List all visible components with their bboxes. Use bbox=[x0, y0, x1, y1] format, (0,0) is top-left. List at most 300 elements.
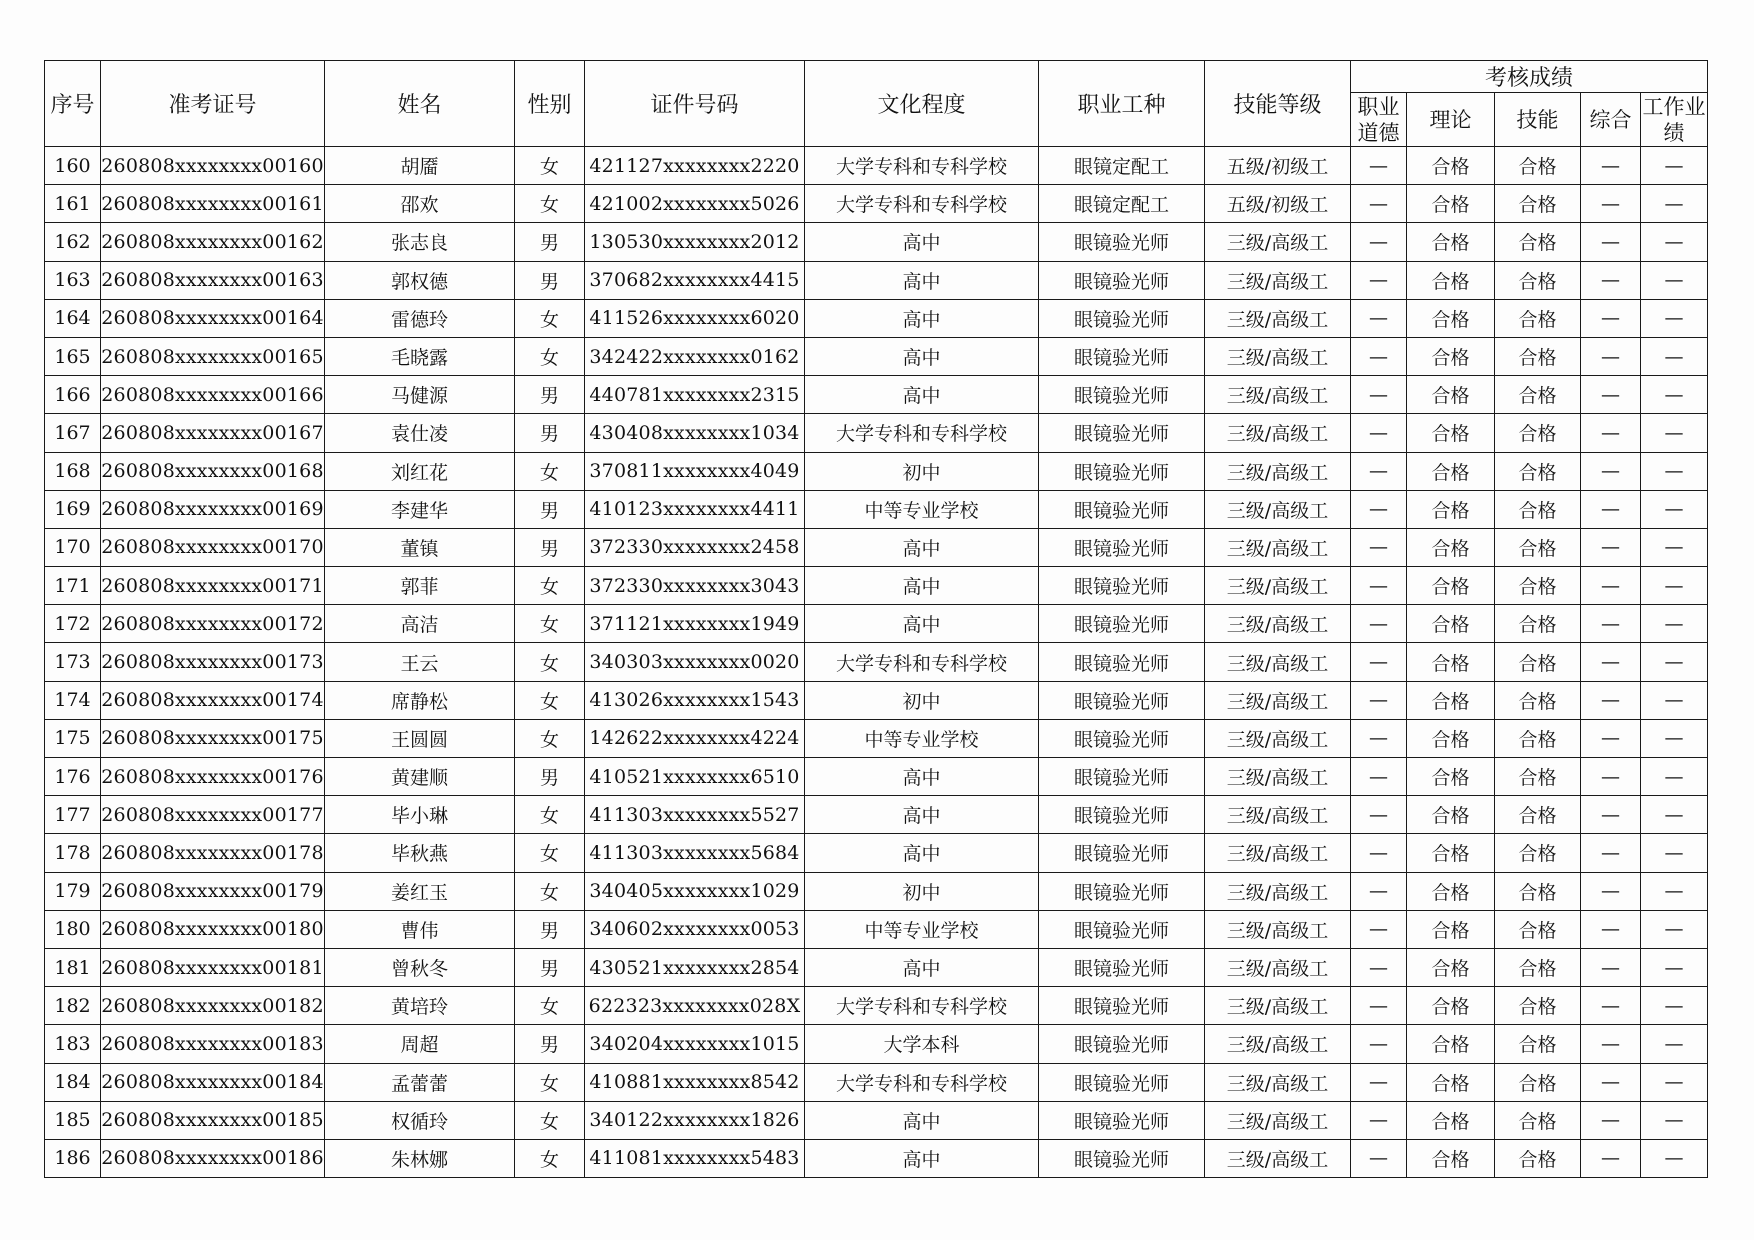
cell-comprehensive: — bbox=[1581, 605, 1641, 643]
cell-comprehensive: — bbox=[1581, 872, 1641, 910]
cell-occupation: 眼镜验光师 bbox=[1039, 1101, 1205, 1139]
cell-performance: — bbox=[1641, 796, 1708, 834]
table-row bbox=[45, 987, 1708, 1025]
cell-theory: 合格 bbox=[1407, 528, 1495, 566]
cell-occupation: 眼镜验光师 bbox=[1039, 796, 1205, 834]
cell-comprehensive: — bbox=[1581, 796, 1641, 834]
cell-id-number: 370811xxxxxxxx4049 bbox=[585, 452, 805, 490]
cell-comprehensive: — bbox=[1581, 185, 1641, 223]
cell-ethics: — bbox=[1351, 1063, 1407, 1101]
cell-name: 毕小琳 bbox=[325, 796, 515, 834]
red-seal-fragment bbox=[1732, 420, 1754, 650]
cell-comprehensive: — bbox=[1581, 1139, 1641, 1177]
cell-skill: 合格 bbox=[1495, 1139, 1581, 1177]
cell-theory: 合格 bbox=[1407, 337, 1495, 375]
cell-skill-level: 三级/高级工 bbox=[1205, 337, 1351, 375]
table-row bbox=[45, 452, 1708, 490]
cell-education: 大学专科和专科学校 bbox=[805, 643, 1039, 681]
cell-education: 高中 bbox=[805, 261, 1039, 299]
cell-theory: 合格 bbox=[1407, 719, 1495, 757]
cell-comprehensive: — bbox=[1581, 1025, 1641, 1063]
cell-ticket: 260808xxxxxxxx00168 bbox=[101, 452, 325, 490]
cell-performance: — bbox=[1641, 490, 1708, 528]
cell-name: 黄建顺 bbox=[325, 758, 515, 796]
cell-skill-level: 三级/高级工 bbox=[1205, 261, 1351, 299]
col-header-gender: 性别 bbox=[515, 61, 585, 147]
cell-occupation: 眼镜验光师 bbox=[1039, 910, 1205, 948]
cell-ticket: 260808xxxxxxxx00180 bbox=[101, 910, 325, 948]
col-header-name: 姓名 bbox=[325, 61, 515, 147]
cell-seq: 161 bbox=[45, 185, 101, 223]
cell-occupation: 眼镜验光师 bbox=[1039, 605, 1205, 643]
cell-gender: 女 bbox=[515, 834, 585, 872]
cell-occupation: 眼镜验光师 bbox=[1039, 567, 1205, 605]
cell-gender: 女 bbox=[515, 1063, 585, 1101]
cell-education: 大学专科和专科学校 bbox=[805, 414, 1039, 452]
cell-name: 毛晓露 bbox=[325, 337, 515, 375]
cell-ticket: 260808xxxxxxxx00178 bbox=[101, 834, 325, 872]
cell-occupation: 眼镜验光师 bbox=[1039, 643, 1205, 681]
cell-education: 高中 bbox=[805, 1101, 1039, 1139]
cell-occupation: 眼镜定配工 bbox=[1039, 147, 1205, 185]
cell-education: 高中 bbox=[805, 376, 1039, 414]
cell-skill: 合格 bbox=[1495, 337, 1581, 375]
cell-education: 高中 bbox=[805, 758, 1039, 796]
cell-seq: 177 bbox=[45, 796, 101, 834]
cell-education: 高中 bbox=[805, 223, 1039, 261]
cell-ticket: 260808xxxxxxxx00162 bbox=[101, 223, 325, 261]
cell-ethics: — bbox=[1351, 796, 1407, 834]
cell-comprehensive: — bbox=[1581, 719, 1641, 757]
cell-gender: 女 bbox=[515, 147, 585, 185]
cell-comprehensive: — bbox=[1581, 490, 1641, 528]
cell-seq: 186 bbox=[45, 1139, 101, 1177]
cell-name: 胡靥 bbox=[325, 147, 515, 185]
cell-comprehensive: — bbox=[1581, 681, 1641, 719]
cell-skill-level: 三级/高级工 bbox=[1205, 1139, 1351, 1177]
cell-name: 姜红玉 bbox=[325, 872, 515, 910]
cell-seq: 182 bbox=[45, 987, 101, 1025]
cell-ethics: — bbox=[1351, 414, 1407, 452]
cell-comprehensive: — bbox=[1581, 452, 1641, 490]
cell-theory: 合格 bbox=[1407, 948, 1495, 986]
table-row bbox=[45, 528, 1708, 566]
cell-performance: — bbox=[1641, 719, 1708, 757]
cell-ticket: 260808xxxxxxxx00175 bbox=[101, 719, 325, 757]
cell-education: 高中 bbox=[805, 948, 1039, 986]
cell-skill-level: 三级/高级工 bbox=[1205, 834, 1351, 872]
cell-skill: 合格 bbox=[1495, 376, 1581, 414]
cell-id-number: 411081xxxxxxxx5483 bbox=[585, 1139, 805, 1177]
cell-seq: 168 bbox=[45, 452, 101, 490]
cell-education: 初中 bbox=[805, 452, 1039, 490]
cell-performance: — bbox=[1641, 185, 1708, 223]
cell-education: 中等专业学校 bbox=[805, 719, 1039, 757]
cell-skill: 合格 bbox=[1495, 185, 1581, 223]
cell-performance: — bbox=[1641, 337, 1708, 375]
cell-occupation: 眼镜验光师 bbox=[1039, 528, 1205, 566]
cell-theory: 合格 bbox=[1407, 261, 1495, 299]
cell-theory: 合格 bbox=[1407, 185, 1495, 223]
cell-skill: 合格 bbox=[1495, 528, 1581, 566]
cell-ticket: 260808xxxxxxxx00183 bbox=[101, 1025, 325, 1063]
table-row bbox=[45, 185, 1708, 223]
cell-name: 毕秋燕 bbox=[325, 834, 515, 872]
cell-seq: 164 bbox=[45, 299, 101, 337]
cell-seq: 173 bbox=[45, 643, 101, 681]
cell-id-number: 371121xxxxxxxx1949 bbox=[585, 605, 805, 643]
cell-skill: 合格 bbox=[1495, 147, 1581, 185]
cell-ethics: — bbox=[1351, 758, 1407, 796]
cell-gender: 女 bbox=[515, 337, 585, 375]
cell-skill-level: 三级/高级工 bbox=[1205, 910, 1351, 948]
cell-seq: 184 bbox=[45, 1063, 101, 1101]
cell-ethics: — bbox=[1351, 1101, 1407, 1139]
cell-name: 袁仕凌 bbox=[325, 414, 515, 452]
cell-seq: 172 bbox=[45, 605, 101, 643]
cell-comprehensive: — bbox=[1581, 987, 1641, 1025]
table-row bbox=[45, 872, 1708, 910]
col-header-skill-level: 技能等级 bbox=[1205, 61, 1351, 147]
cell-education: 高中 bbox=[805, 605, 1039, 643]
cell-seq: 169 bbox=[45, 490, 101, 528]
cell-performance: — bbox=[1641, 452, 1708, 490]
cell-id-number: 411526xxxxxxxx6020 bbox=[585, 299, 805, 337]
cell-id-number: 340602xxxxxxxx0053 bbox=[585, 910, 805, 948]
cell-performance: — bbox=[1641, 872, 1708, 910]
cell-skill: 合格 bbox=[1495, 299, 1581, 337]
cell-ethics: — bbox=[1351, 643, 1407, 681]
cell-comprehensive: — bbox=[1581, 223, 1641, 261]
cell-skill-level: 三级/高级工 bbox=[1205, 376, 1351, 414]
cell-ethics: — bbox=[1351, 567, 1407, 605]
col-header-occupation: 职业工种 bbox=[1039, 61, 1205, 147]
cell-occupation: 眼镜验光师 bbox=[1039, 376, 1205, 414]
cell-name: 席静松 bbox=[325, 681, 515, 719]
cell-education: 大学专科和专科学校 bbox=[805, 987, 1039, 1025]
cell-seq: 163 bbox=[45, 261, 101, 299]
cell-ticket: 260808xxxxxxxx00174 bbox=[101, 681, 325, 719]
cell-gender: 男 bbox=[515, 758, 585, 796]
cell-gender: 男 bbox=[515, 910, 585, 948]
cell-id-number: 622323xxxxxxxx028X bbox=[585, 987, 805, 1025]
cell-skill: 合格 bbox=[1495, 758, 1581, 796]
cell-ethics: — bbox=[1351, 147, 1407, 185]
cell-id-number: 410123xxxxxxxx4411 bbox=[585, 490, 805, 528]
cell-skill-level: 三级/高级工 bbox=[1205, 1101, 1351, 1139]
table-row bbox=[45, 261, 1708, 299]
cell-name: 高洁 bbox=[325, 605, 515, 643]
cell-skill-level: 三级/高级工 bbox=[1205, 414, 1351, 452]
cell-seq: 174 bbox=[45, 681, 101, 719]
cell-id-number: 340122xxxxxxxx1826 bbox=[585, 1101, 805, 1139]
cell-gender: 女 bbox=[515, 185, 585, 223]
cell-id-number: 340303xxxxxxxx0020 bbox=[585, 643, 805, 681]
cell-comprehensive: — bbox=[1581, 834, 1641, 872]
cell-ticket: 260808xxxxxxxx00160 bbox=[101, 147, 325, 185]
table-row bbox=[45, 1063, 1708, 1101]
cell-gender: 男 bbox=[515, 414, 585, 452]
cell-skill-level: 三级/高级工 bbox=[1205, 605, 1351, 643]
cell-education: 初中 bbox=[805, 681, 1039, 719]
col-header-ethics: 职业道德 bbox=[1351, 93, 1407, 147]
cell-occupation: 眼镜验光师 bbox=[1039, 1063, 1205, 1101]
cell-ticket: 260808xxxxxxxx00161 bbox=[101, 185, 325, 223]
cell-occupation: 眼镜验光师 bbox=[1039, 223, 1205, 261]
cell-education: 高中 bbox=[805, 1139, 1039, 1177]
cell-ticket: 260808xxxxxxxx00169 bbox=[101, 490, 325, 528]
cell-theory: 合格 bbox=[1407, 796, 1495, 834]
cell-skill: 合格 bbox=[1495, 643, 1581, 681]
cell-ticket: 260808xxxxxxxx00185 bbox=[101, 1101, 325, 1139]
cell-comprehensive: — bbox=[1581, 910, 1641, 948]
col-header-skill: 技能 bbox=[1495, 93, 1581, 147]
cell-id-number: 372330xxxxxxxx2458 bbox=[585, 528, 805, 566]
cell-id-number: 411303xxxxxxxx5527 bbox=[585, 796, 805, 834]
cell-theory: 合格 bbox=[1407, 299, 1495, 337]
cell-seq: 166 bbox=[45, 376, 101, 414]
cell-skill: 合格 bbox=[1495, 414, 1581, 452]
cell-performance: — bbox=[1641, 605, 1708, 643]
cell-comprehensive: — bbox=[1581, 261, 1641, 299]
cell-ticket: 260808xxxxxxxx00167 bbox=[101, 414, 325, 452]
cell-gender: 女 bbox=[515, 1101, 585, 1139]
cell-ticket: 260808xxxxxxxx00181 bbox=[101, 948, 325, 986]
cell-skill-level: 三级/高级工 bbox=[1205, 643, 1351, 681]
cell-gender: 男 bbox=[515, 1025, 585, 1063]
cell-seq: 167 bbox=[45, 414, 101, 452]
cell-performance: — bbox=[1641, 1025, 1708, 1063]
cell-name: 董镇 bbox=[325, 528, 515, 566]
cell-theory: 合格 bbox=[1407, 834, 1495, 872]
exam-results-table bbox=[44, 60, 1708, 1178]
col-header-seq: 序号 bbox=[45, 61, 101, 147]
cell-ethics: — bbox=[1351, 987, 1407, 1025]
cell-gender: 男 bbox=[515, 490, 585, 528]
cell-education: 高中 bbox=[805, 299, 1039, 337]
cell-performance: — bbox=[1641, 567, 1708, 605]
cell-performance: — bbox=[1641, 299, 1708, 337]
cell-name: 朱林娜 bbox=[325, 1139, 515, 1177]
cell-name: 郭菲 bbox=[325, 567, 515, 605]
cell-occupation: 眼镜验光师 bbox=[1039, 719, 1205, 757]
cell-performance: — bbox=[1641, 376, 1708, 414]
cell-gender: 男 bbox=[515, 528, 585, 566]
cell-comprehensive: — bbox=[1581, 376, 1641, 414]
table-row bbox=[45, 490, 1708, 528]
cell-comprehensive: — bbox=[1581, 337, 1641, 375]
cell-theory: 合格 bbox=[1407, 490, 1495, 528]
cell-gender: 女 bbox=[515, 299, 585, 337]
cell-skill: 合格 bbox=[1495, 1063, 1581, 1101]
cell-name: 马健源 bbox=[325, 376, 515, 414]
cell-ticket: 260808xxxxxxxx00184 bbox=[101, 1063, 325, 1101]
cell-comprehensive: — bbox=[1581, 414, 1641, 452]
cell-skill: 合格 bbox=[1495, 796, 1581, 834]
cell-theory: 合格 bbox=[1407, 1025, 1495, 1063]
cell-seq: 165 bbox=[45, 337, 101, 375]
cell-theory: 合格 bbox=[1407, 1063, 1495, 1101]
cell-occupation: 眼镜验光师 bbox=[1039, 299, 1205, 337]
cell-education: 高中 bbox=[805, 834, 1039, 872]
table-row bbox=[45, 223, 1708, 261]
cell-skill-level: 三级/高级工 bbox=[1205, 719, 1351, 757]
cell-comprehensive: — bbox=[1581, 299, 1641, 337]
cell-occupation: 眼镜验光师 bbox=[1039, 681, 1205, 719]
cell-occupation: 眼镜验光师 bbox=[1039, 490, 1205, 528]
cell-seq: 185 bbox=[45, 1101, 101, 1139]
cell-name: 曾秋冬 bbox=[325, 948, 515, 986]
cell-skill-level: 三级/高级工 bbox=[1205, 223, 1351, 261]
table-row bbox=[45, 1101, 1708, 1139]
cell-id-number: 372330xxxxxxxx3043 bbox=[585, 567, 805, 605]
cell-seq: 171 bbox=[45, 567, 101, 605]
cell-performance: — bbox=[1641, 1063, 1708, 1101]
cell-gender: 女 bbox=[515, 605, 585, 643]
cell-theory: 合格 bbox=[1407, 987, 1495, 1025]
cell-theory: 合格 bbox=[1407, 605, 1495, 643]
cell-performance: — bbox=[1641, 261, 1708, 299]
cell-education: 大学专科和专科学校 bbox=[805, 185, 1039, 223]
cell-skill: 合格 bbox=[1495, 910, 1581, 948]
table-row bbox=[45, 299, 1708, 337]
cell-performance: — bbox=[1641, 910, 1708, 948]
cell-performance: — bbox=[1641, 758, 1708, 796]
cell-seq: 176 bbox=[45, 758, 101, 796]
cell-ticket: 260808xxxxxxxx00164 bbox=[101, 299, 325, 337]
cell-ticket: 260808xxxxxxxx00186 bbox=[101, 1139, 325, 1177]
table-row bbox=[45, 376, 1708, 414]
cell-theory: 合格 bbox=[1407, 414, 1495, 452]
col-header-theory: 理论 bbox=[1407, 93, 1495, 147]
cell-education: 高中 bbox=[805, 528, 1039, 566]
cell-occupation: 眼镜定配工 bbox=[1039, 185, 1205, 223]
cell-name: 黄培玲 bbox=[325, 987, 515, 1025]
cell-ethics: — bbox=[1351, 223, 1407, 261]
cell-occupation: 眼镜验光师 bbox=[1039, 452, 1205, 490]
cell-occupation: 眼镜验光师 bbox=[1039, 987, 1205, 1025]
cell-seq: 162 bbox=[45, 223, 101, 261]
cell-skill: 合格 bbox=[1495, 452, 1581, 490]
cell-performance: — bbox=[1641, 643, 1708, 681]
cell-id-number: 413026xxxxxxxx1543 bbox=[585, 681, 805, 719]
cell-gender: 女 bbox=[515, 1139, 585, 1177]
cell-skill: 合格 bbox=[1495, 567, 1581, 605]
cell-ticket: 260808xxxxxxxx00177 bbox=[101, 796, 325, 834]
cell-theory: 合格 bbox=[1407, 1139, 1495, 1177]
cell-id-number: 440781xxxxxxxx2315 bbox=[585, 376, 805, 414]
cell-theory: 合格 bbox=[1407, 910, 1495, 948]
cell-skill: 合格 bbox=[1495, 261, 1581, 299]
cell-gender: 女 bbox=[515, 987, 585, 1025]
cell-occupation: 眼镜验光师 bbox=[1039, 872, 1205, 910]
cell-ethics: — bbox=[1351, 910, 1407, 948]
col-header-performance: 工作业绩 bbox=[1641, 93, 1708, 147]
cell-ethics: — bbox=[1351, 261, 1407, 299]
cell-gender: 女 bbox=[515, 567, 585, 605]
cell-education: 大学本科 bbox=[805, 1025, 1039, 1063]
cell-performance: — bbox=[1641, 834, 1708, 872]
table-row bbox=[45, 948, 1708, 986]
cell-theory: 合格 bbox=[1407, 758, 1495, 796]
cell-performance: — bbox=[1641, 1101, 1708, 1139]
cell-performance: — bbox=[1641, 528, 1708, 566]
cell-skill-level: 三级/高级工 bbox=[1205, 299, 1351, 337]
cell-name: 王云 bbox=[325, 643, 515, 681]
cell-gender: 男 bbox=[515, 376, 585, 414]
cell-gender: 男 bbox=[515, 948, 585, 986]
cell-ethics: — bbox=[1351, 1025, 1407, 1063]
cell-skill-level: 五级/初级工 bbox=[1205, 147, 1351, 185]
cell-skill-level: 三级/高级工 bbox=[1205, 567, 1351, 605]
cell-name: 权循玲 bbox=[325, 1101, 515, 1139]
cell-performance: — bbox=[1641, 414, 1708, 452]
cell-id-number: 340204xxxxxxxx1015 bbox=[585, 1025, 805, 1063]
cell-id-number: 342422xxxxxxxx0162 bbox=[585, 337, 805, 375]
cell-id-number: 411303xxxxxxxx5684 bbox=[585, 834, 805, 872]
col-header-assessment: 考核成绩 bbox=[1351, 61, 1708, 93]
cell-ethics: — bbox=[1351, 681, 1407, 719]
cell-skill: 合格 bbox=[1495, 605, 1581, 643]
cell-name: 王圆圆 bbox=[325, 719, 515, 757]
table-row bbox=[45, 796, 1708, 834]
cell-education: 初中 bbox=[805, 872, 1039, 910]
col-header-ticket: 准考证号 bbox=[101, 61, 325, 147]
cell-skill-level: 三级/高级工 bbox=[1205, 452, 1351, 490]
cell-gender: 男 bbox=[515, 261, 585, 299]
cell-ethics: — bbox=[1351, 452, 1407, 490]
cell-skill: 合格 bbox=[1495, 872, 1581, 910]
cell-id-number: 421002xxxxxxxx5026 bbox=[585, 185, 805, 223]
cell-comprehensive: — bbox=[1581, 758, 1641, 796]
cell-gender: 女 bbox=[515, 643, 585, 681]
cell-performance: — bbox=[1641, 987, 1708, 1025]
cell-comprehensive: — bbox=[1581, 147, 1641, 185]
cell-seq: 178 bbox=[45, 834, 101, 872]
cell-seq: 183 bbox=[45, 1025, 101, 1063]
cell-performance: — bbox=[1641, 681, 1708, 719]
cell-occupation: 眼镜验光师 bbox=[1039, 834, 1205, 872]
cell-comprehensive: — bbox=[1581, 567, 1641, 605]
cell-ticket: 260808xxxxxxxx00182 bbox=[101, 987, 325, 1025]
cell-skill-level: 三级/高级工 bbox=[1205, 528, 1351, 566]
cell-theory: 合格 bbox=[1407, 452, 1495, 490]
cell-education: 大学专科和专科学校 bbox=[805, 147, 1039, 185]
cell-gender: 女 bbox=[515, 681, 585, 719]
cell-comprehensive: — bbox=[1581, 643, 1641, 681]
cell-education: 高中 bbox=[805, 567, 1039, 605]
table-row bbox=[45, 605, 1708, 643]
table-row bbox=[45, 681, 1708, 719]
cell-gender: 男 bbox=[515, 223, 585, 261]
table-row bbox=[45, 414, 1708, 452]
cell-seq: 175 bbox=[45, 719, 101, 757]
cell-comprehensive: — bbox=[1581, 1063, 1641, 1101]
cell-occupation: 眼镜验光师 bbox=[1039, 414, 1205, 452]
cell-occupation: 眼镜验光师 bbox=[1039, 1139, 1205, 1177]
col-header-education: 文化程度 bbox=[805, 61, 1039, 147]
cell-ethics: — bbox=[1351, 834, 1407, 872]
cell-id-number: 430521xxxxxxxx2854 bbox=[585, 948, 805, 986]
cell-ethics: — bbox=[1351, 376, 1407, 414]
cell-ticket: 260808xxxxxxxx00171 bbox=[101, 567, 325, 605]
cell-skill-level: 三级/高级工 bbox=[1205, 796, 1351, 834]
table-row bbox=[45, 758, 1708, 796]
table-row bbox=[45, 719, 1708, 757]
cell-seq: 179 bbox=[45, 872, 101, 910]
cell-skill-level: 三级/高级工 bbox=[1205, 1063, 1351, 1101]
cell-ticket: 260808xxxxxxxx00172 bbox=[101, 605, 325, 643]
